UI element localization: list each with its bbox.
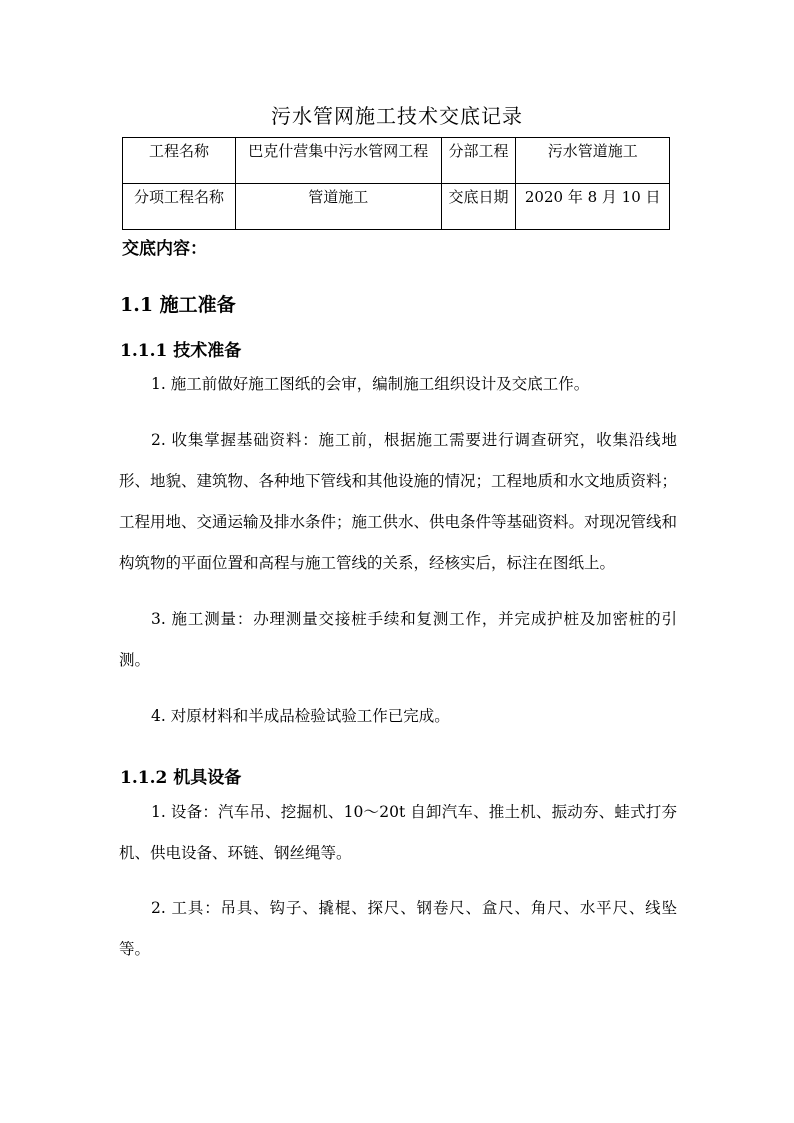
document-title: 污水管网施工技术交底记录	[271, 104, 523, 128]
date-label: 交底日期	[441, 184, 516, 230]
paragraph-item: 2. 工具：吊具、钩子、撬棍、探尺、钢卷尺、盒尺、角尺、水平尺、线坠等。	[119, 899, 677, 958]
division-value: 污水管道施工	[516, 138, 670, 184]
project-name-value: 巴克什营集中污水管网工程	[235, 138, 441, 184]
paragraph-item: 3. 施工测量：办理测量交接桩手续和复测工作，并完成护桩及加密桩的引测。	[119, 610, 677, 669]
section-heading-1-1-1: 1.1.1 技术准备	[120, 341, 242, 361]
paragraph-item: 1. 设备：汽车吊、挖掘机、10～20t 自卸汽车、推土机、振动夯、蛙式打夯机、供电设备、环链、钢丝绳等。	[119, 803, 677, 862]
subitem-name-value: 管道施工	[235, 184, 441, 230]
project-name-label: 工程名称	[123, 138, 236, 184]
paragraph-item: 2. 收集掌握基础资料：施工前，根据施工需要进行调查研究，收集沿线地形、地貌、建筑物、各种地下管线和其他设施的情况；工程地质和水文地质资料；工程用地、交通运输及排水条件；施工供水、供电条件等基础资料。对现况管线和构筑物的平面位置和高程与施工管线的关系，经核实后，标注在图纸上。	[119, 431, 678, 572]
subitem-name-label: 分项工程名称	[123, 184, 236, 230]
info-table	[122, 137, 670, 230]
section-heading-1-1: 1.1 施工准备	[120, 294, 236, 316]
content-label: 交底内容：	[122, 239, 207, 259]
section-heading-1-1-2: 1.1.2 机具设备	[120, 768, 242, 788]
paragraph-item: 1. 施工前做好施工图纸的会审，编制施工组织设计及交底工作。	[151, 375, 590, 393]
paragraph-item: 4. 对原材料和半成品检验试验工作已完成。	[151, 707, 450, 725]
division-label: 分部工程	[441, 138, 516, 184]
table-row	[123, 138, 670, 184]
table-row	[123, 184, 670, 230]
date-value: 2020 年 8 月 10 日	[516, 184, 670, 230]
